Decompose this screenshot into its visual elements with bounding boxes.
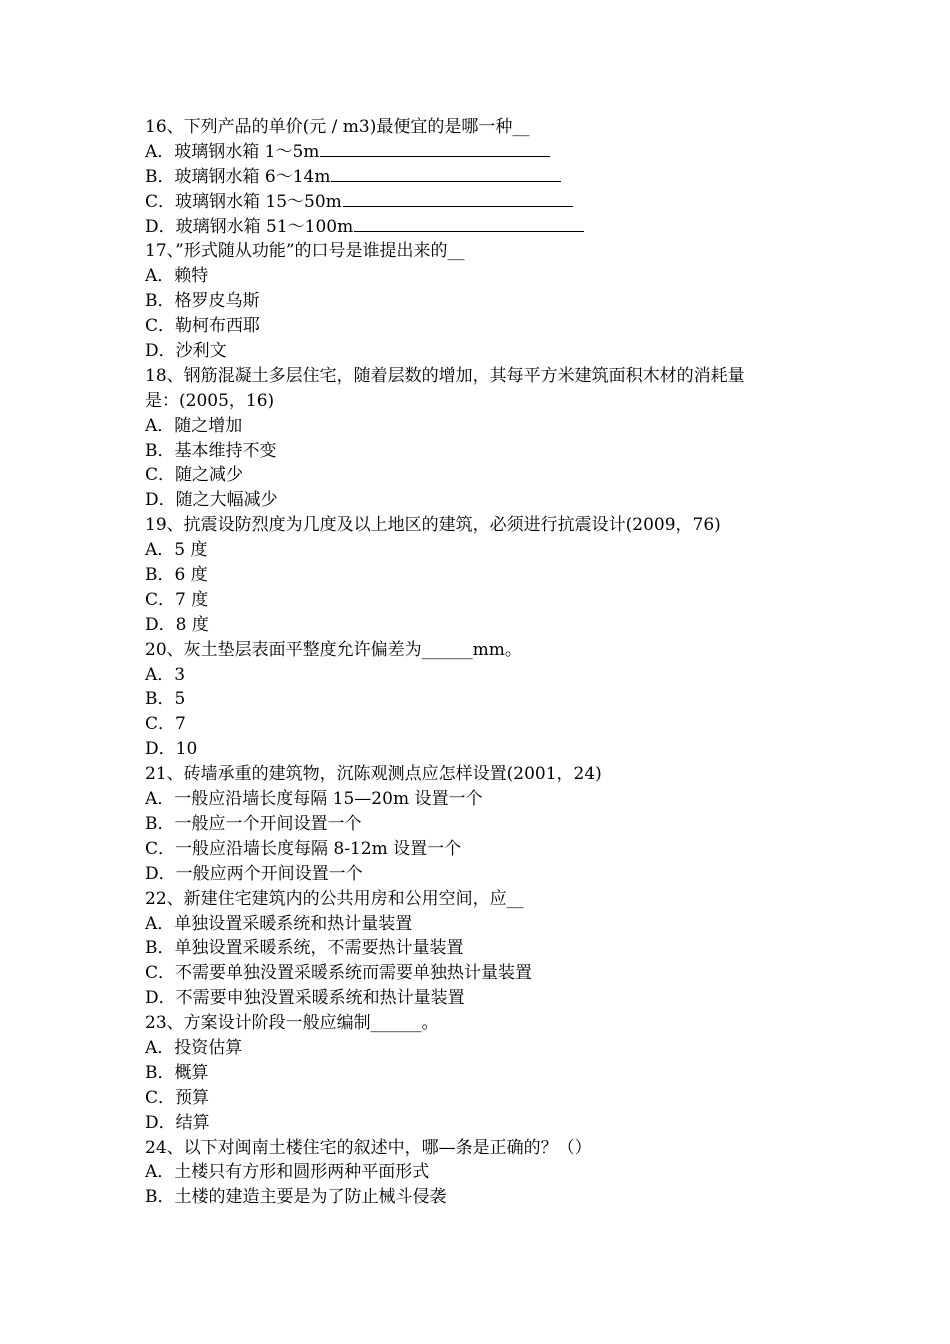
answer-blank-line (343, 192, 573, 207)
question-19-option-c: C．7 度 (145, 589, 209, 610)
question-16-option-c (145, 190, 825, 215)
question-23-option-d: D．结算 (145, 1112, 210, 1133)
answer-blank-line (320, 142, 550, 157)
question-19-option-b: B．6 度 (145, 565, 208, 586)
option-text: D．玻璃钢水箱 51～100m (145, 216, 354, 237)
question-17-option-a: A．赖特 (145, 266, 209, 287)
question-23-option-a: A．投资估算 (145, 1037, 243, 1058)
question-19-option-d: D．8 度 (145, 614, 209, 635)
question-20-stem: 20、灰土垫层表面平整度允许偏差为______mm。 (145, 639, 522, 660)
question-16-option-d (145, 215, 825, 240)
question-22-option-a: A．单独设置采暖系统和热计量装置 (145, 913, 413, 934)
question-21-option-a: A．一般应沿墙长度每隔 15—20m 设置一个 (145, 789, 483, 810)
option-text: B．玻璃钢水箱 6～14m (145, 166, 331, 187)
question-16-option-a (145, 140, 825, 165)
question-23-option-c: C．预算 (145, 1087, 210, 1108)
question-20-option-d: D．10 (145, 739, 198, 760)
option-text: A．玻璃钢水箱 1～5m (145, 141, 320, 162)
question-21-stem: 21、砖墙承重的建筑物，沉陈观测点应怎样设置(2001，24) (145, 764, 602, 785)
question-24-option-a: A．土楼只有方形和圆形两种平面形式 (145, 1162, 430, 1183)
question-18-option-c: C．随之减少 (145, 465, 244, 486)
question-21-option-b: B．一般应一个开间设置一个 (145, 813, 362, 834)
question-17-option-d: D．沙利文 (145, 341, 227, 362)
question-24-option-b: B．土楼的建造主要是为了防止械斗侵袭 (145, 1187, 447, 1208)
question-18-stem-continued: 是：(2005，16) (145, 390, 275, 411)
question-18-option-d: D．随之大幅减少 (145, 490, 278, 511)
question-19-stem: 19、抗震设防烈度为几度及以上地区的建筑，必须进行抗震设计(2009，76) (145, 515, 721, 536)
question-23-option-b: B．概算 (145, 1062, 209, 1083)
question-22-option-d: D．不需要申独没置采暖系统和热计量装置 (145, 988, 465, 1009)
question-18-option-b: B．基本维持不变 (145, 440, 277, 461)
question-22-stem: 22、新建住宅建筑内的公共用房和公用空间，应__ (145, 888, 524, 909)
question-18-option-a: A．随之增加 (145, 415, 243, 436)
question-24-stem: 24、以下对闽南土楼住宅的叙述中，哪—条是正确的？（） (145, 1137, 592, 1158)
question-17-stem: 17、”形式随从功能”的口号是谁提出来的__ (145, 241, 465, 262)
question-18-stem: 18、钢筋混凝土多层住宅，随着层数的增加，其每平方米建筑面积木材的消耗量 (145, 365, 745, 386)
question-20-option-a: A．3 (145, 664, 186, 685)
question-22-option-b: B．单独设置采暖系统，不需要热计量装置 (145, 938, 464, 959)
option-text: C．玻璃钢水箱 15～50m (145, 191, 342, 212)
document-page (145, 115, 825, 1210)
question-19-option-a: A．5 度 (145, 540, 208, 561)
question-21-option-d: D．一般应两个开间设置一个 (145, 863, 363, 884)
question-21-option-c: C．一般应沿墙长度每隔 8-12m 设置一个 (145, 838, 462, 859)
answer-blank-line (331, 167, 561, 182)
question-23-stem: 23、方案设计阶段一般应编制______。 (145, 1013, 439, 1034)
question-17-option-b: B．格罗皮乌斯 (145, 291, 260, 312)
answer-blank-line (354, 217, 584, 232)
question-20-option-c: C．7 (145, 714, 186, 735)
question-16-stem: 16、下列产品的单价(元 / m3)最便宜的是哪一种__ (145, 117, 530, 137)
question-22-option-c: C．不需要单独没置采暖系统而需要单独热计量装置 (145, 963, 533, 984)
question-16-option-b (145, 165, 825, 190)
question-20-option-b: B．5 (145, 689, 186, 710)
question-17-option-c: C．勒柯布西耶 (145, 316, 261, 337)
